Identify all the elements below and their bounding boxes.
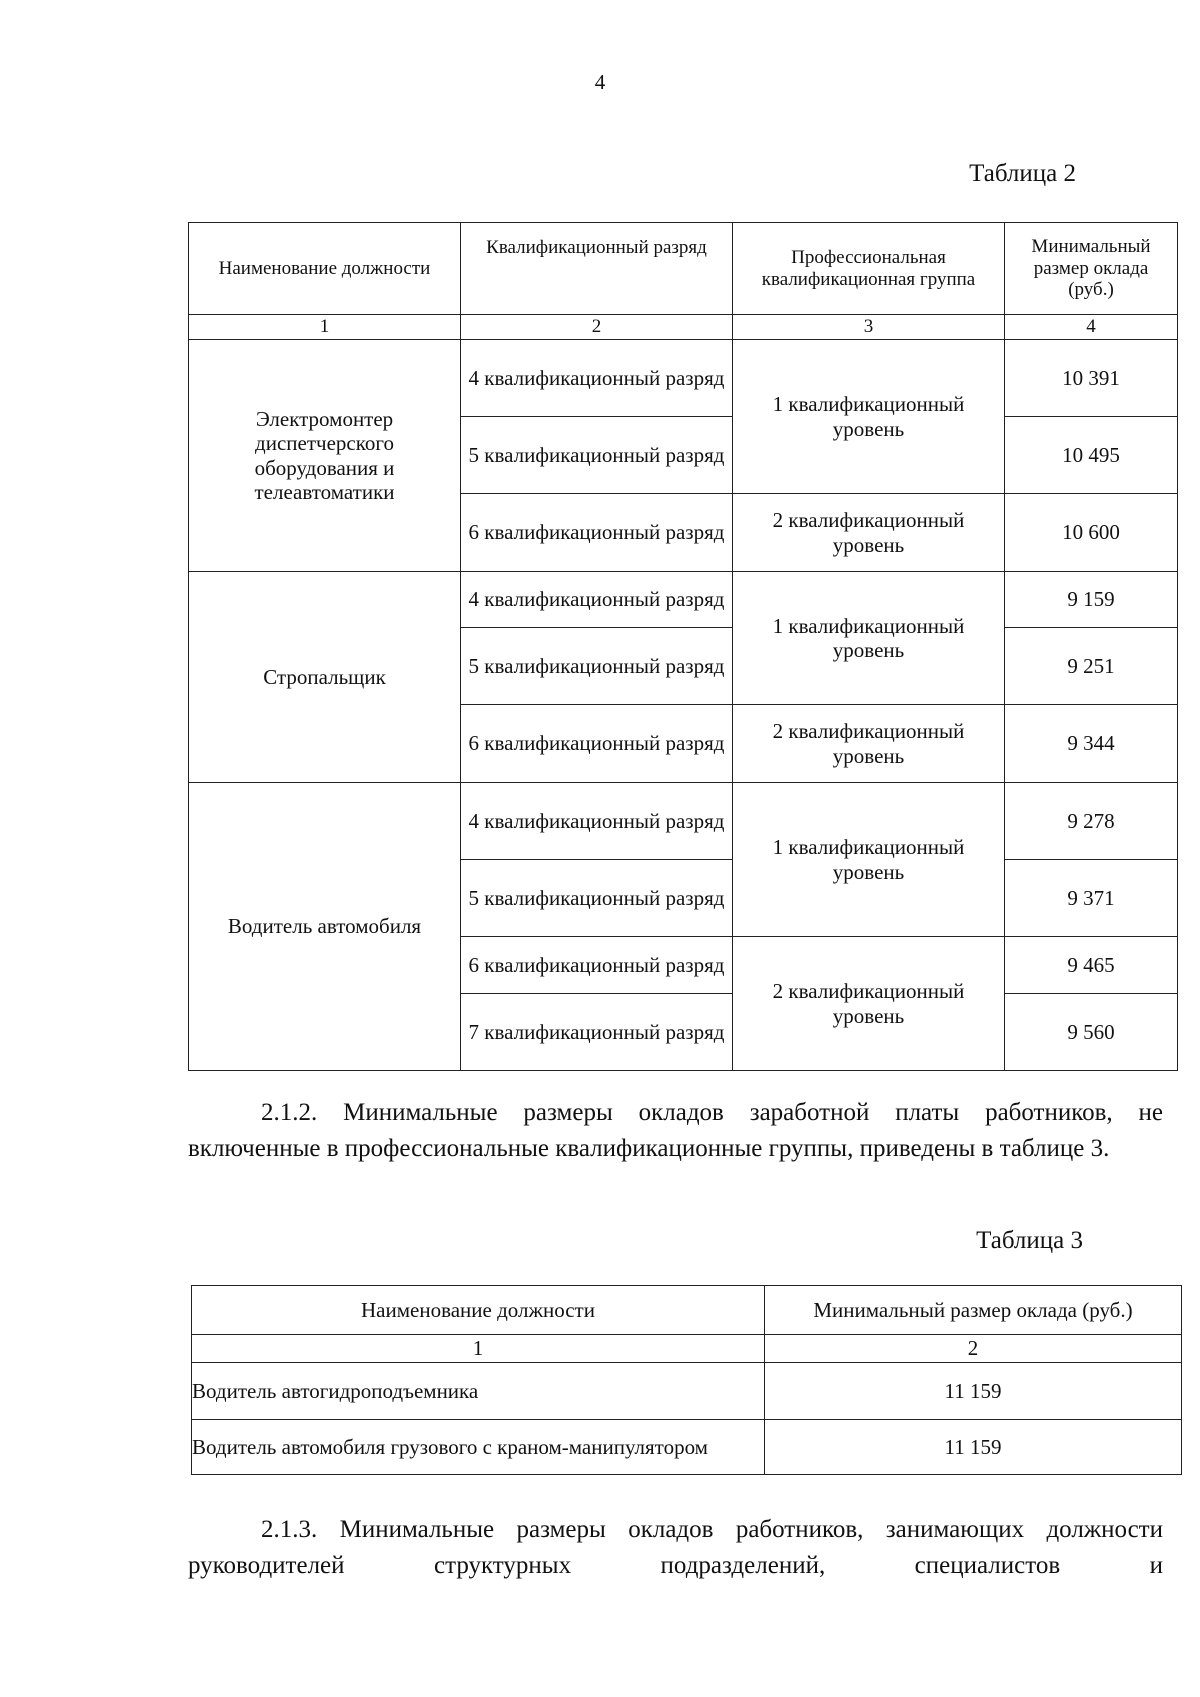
table-row — [192, 1420, 1182, 1475]
table-row — [189, 340, 1178, 417]
table-row — [189, 572, 1178, 628]
table-2-column-numbers — [189, 315, 1178, 340]
salary-cell: 9 159 — [1005, 572, 1178, 628]
group-level-cell: 1 квалификационный уровень — [733, 783, 1005, 937]
table-3-caption: Таблица 3 — [976, 1227, 1083, 1254]
grade-cell: 6 квалификационный разряд — [461, 937, 733, 994]
salary-cell: 9 278 — [1005, 783, 1178, 860]
salary-cell: 9 344 — [1005, 705, 1178, 783]
table-3 — [191, 1285, 1182, 1475]
group-level-cell: 1 квалификационный уровень — [733, 572, 1005, 705]
group-level-cell: 2 квалификационный уровень — [733, 705, 1005, 783]
grade-cell: 7 квалификационный разряд — [461, 994, 733, 1071]
column-number: 2 — [461, 315, 733, 340]
position-cell: Водитель автомобиля — [189, 783, 461, 1071]
table-row — [189, 783, 1178, 860]
grade-cell: 6 квалификационный разряд — [461, 705, 733, 783]
salary-cell: 9 371 — [1005, 860, 1178, 937]
table-3-column-numbers — [192, 1335, 1182, 1363]
column-number: 1 — [192, 1335, 765, 1363]
position-cell: Водитель автогидроподъемника — [192, 1363, 765, 1420]
column-number: 4 — [1005, 315, 1178, 340]
header-grade: Квалификационный разряд — [461, 223, 733, 315]
table-3-header-row — [192, 1286, 1182, 1335]
salary-cell: 9 251 — [1005, 628, 1178, 705]
group-level-cell: 2 квалификационный уровень — [733, 494, 1005, 572]
grade-cell: 5 квалификационный разряд — [461, 628, 733, 705]
salary-cell: 9 465 — [1005, 937, 1178, 994]
header-position: Наименование должности — [189, 223, 461, 315]
grade-cell: 5 квалификационный разряд — [461, 417, 733, 494]
header-group: Профессиональная квалификационная группа — [733, 223, 1005, 315]
position-cell: Стропальщик — [189, 572, 461, 783]
header-salary: Минимальный размер оклада (руб.) — [765, 1286, 1182, 1335]
salary-cell: 10 391 — [1005, 340, 1178, 417]
position-cell: Электромонтер диспетчерского оборудования и телеавтоматики — [189, 340, 461, 572]
paragraph-2-1-2: 2.1.2. Минимальные размеры окладов заработной платы работников, не включенные в профессиональные квалификационные группы, приведены в таблице 3. — [188, 1099, 1163, 1162]
header-salary: Минимальный размер оклада (руб.) — [1005, 223, 1178, 315]
grade-cell: 6 квалификационный разряд — [461, 494, 733, 572]
grade-cell: 4 квалификационный разряд — [461, 572, 733, 628]
column-number: 1 — [189, 315, 461, 340]
table-2-header-row — [189, 223, 1178, 315]
page-number: 4 — [594, 70, 606, 94]
salary-cell: 11 159 — [765, 1420, 1182, 1475]
salary-cell: 10 495 — [1005, 417, 1178, 494]
salary-cell: 10 600 — [1005, 494, 1178, 572]
group-level-cell: 1 квалификационный уровень — [733, 340, 1005, 494]
table-2 — [188, 222, 1178, 1071]
column-number: 3 — [733, 315, 1005, 340]
position-cell: Водитель автомобиля грузового с краном-манипулятором — [192, 1420, 765, 1475]
grade-cell: 4 квалификационный разряд — [461, 783, 733, 860]
paragraph-2-1-3: 2.1.3. Минимальные размеры окладов работников, занимающих должности руководителей структурных подразделений, специалистов и — [188, 1516, 1163, 1579]
table-row — [192, 1363, 1182, 1420]
grade-cell: 5 квалификационный разряд — [461, 860, 733, 937]
salary-cell: 9 560 — [1005, 994, 1178, 1071]
salary-cell: 11 159 — [765, 1363, 1182, 1420]
column-number: 2 — [765, 1335, 1182, 1363]
table-2-caption: Таблица 2 — [969, 160, 1076, 187]
grade-cell: 4 квалификационный разряд — [461, 340, 733, 417]
group-level-cell: 2 квалификационный уровень — [733, 937, 1005, 1071]
header-position: Наименование должности — [192, 1286, 765, 1335]
